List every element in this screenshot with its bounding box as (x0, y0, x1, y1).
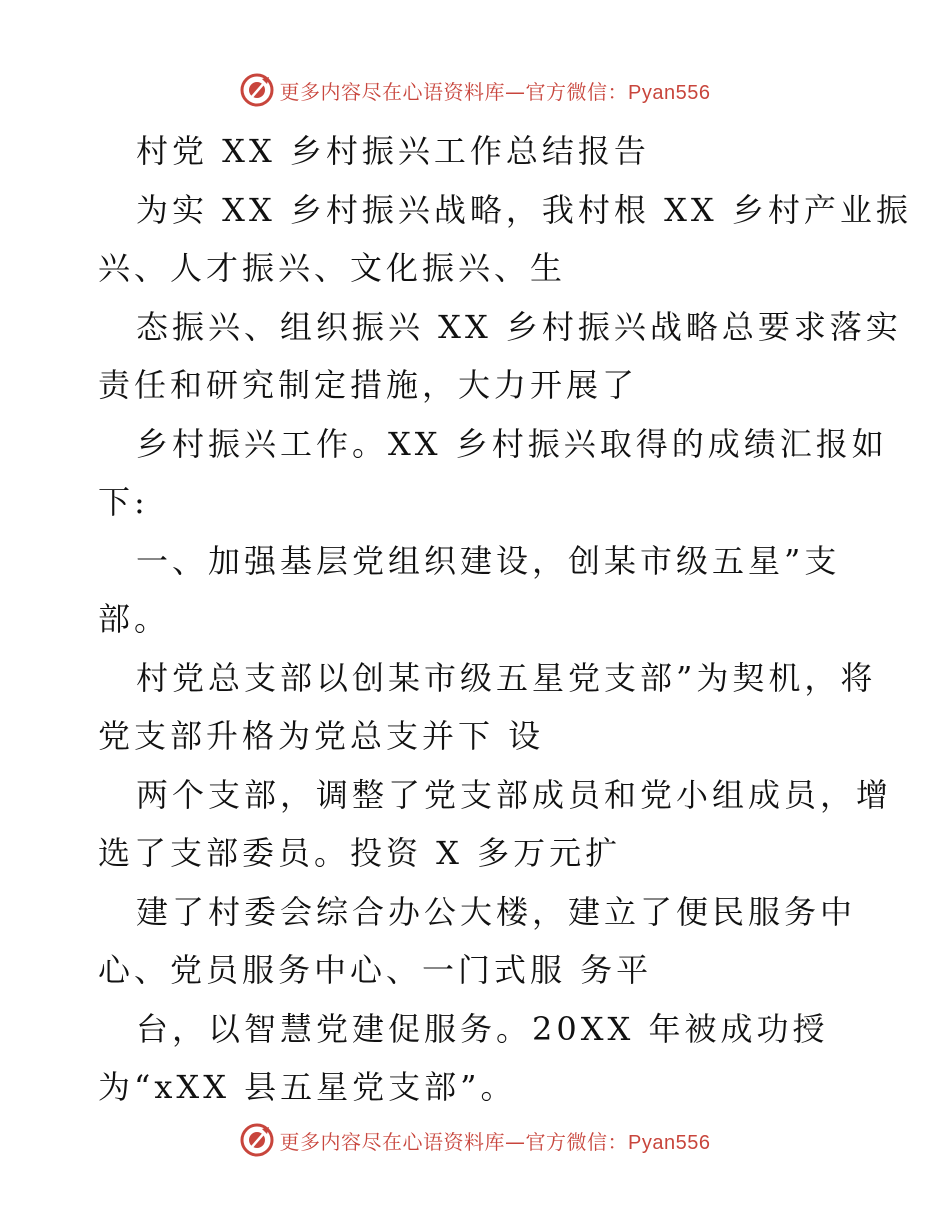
document-body (98, 122, 912, 1117)
banner-wechat-id: Pyan556 (628, 1131, 711, 1154)
text-line: 兴、人才振兴、文化振兴、生 (98, 249, 567, 287)
text-line: 态振兴、组织振兴 XX 乡村振兴战略总要求落实 (136, 307, 902, 346)
banner-official-label: 官方微信： (525, 79, 629, 104)
section-heading-cont: 部。 (98, 600, 171, 638)
brand-logo-icon (240, 1123, 274, 1157)
banner-dash: — (505, 1129, 526, 1154)
text-line: 台，以智慧党建促服务。20XX 年被成功授 (136, 1009, 829, 1048)
section-heading: 一、加强基层党组织建设，创某市级五星”支 (136, 541, 841, 580)
document-title: 村党 XX 乡村振兴工作总结报告 (136, 132, 650, 170)
text-line: 乡村振兴工作。XX 乡村振兴取得的成绩汇报如 (136, 424, 888, 463)
brand-logo-icon (240, 73, 274, 107)
text-line: 为“xXX 县五星党支部”。 (98, 1068, 517, 1106)
text-line: 为实 XX 乡村振兴战略，我村根 XX 乡村产业振 (136, 190, 912, 229)
banner-dash: — (505, 79, 526, 104)
text-line: 村党总支部以创某市级五星党支部”为契机，将 (136, 658, 877, 697)
text-line: 建了村委会综合办公大楼，建立了便民服务中 (136, 892, 857, 931)
text-line: 选了支部委员。投资 X 多万元扩 (98, 834, 622, 872)
text-line: 下: (98, 483, 149, 521)
banner-wechat-id: Pyan556 (628, 81, 711, 104)
text-line: 两个支部，调整了党支部成员和党小组成员，增 (136, 775, 893, 814)
header-banner (0, 70, 950, 110)
banner-text: 更多内容尽在心语资料库 (279, 79, 506, 104)
text-line: 责任和研究制定措施，大力开展了 (98, 366, 639, 404)
banner-official-label: 官方微信： (525, 1129, 629, 1154)
banner-text: 更多内容尽在心语资料库 (279, 1129, 506, 1154)
footer-banner (0, 1120, 950, 1160)
text-line: 心、党员服务中心、一门式服 务平 (98, 951, 653, 989)
text-line: 党支部升格为党总支并下 设 (98, 717, 545, 755)
